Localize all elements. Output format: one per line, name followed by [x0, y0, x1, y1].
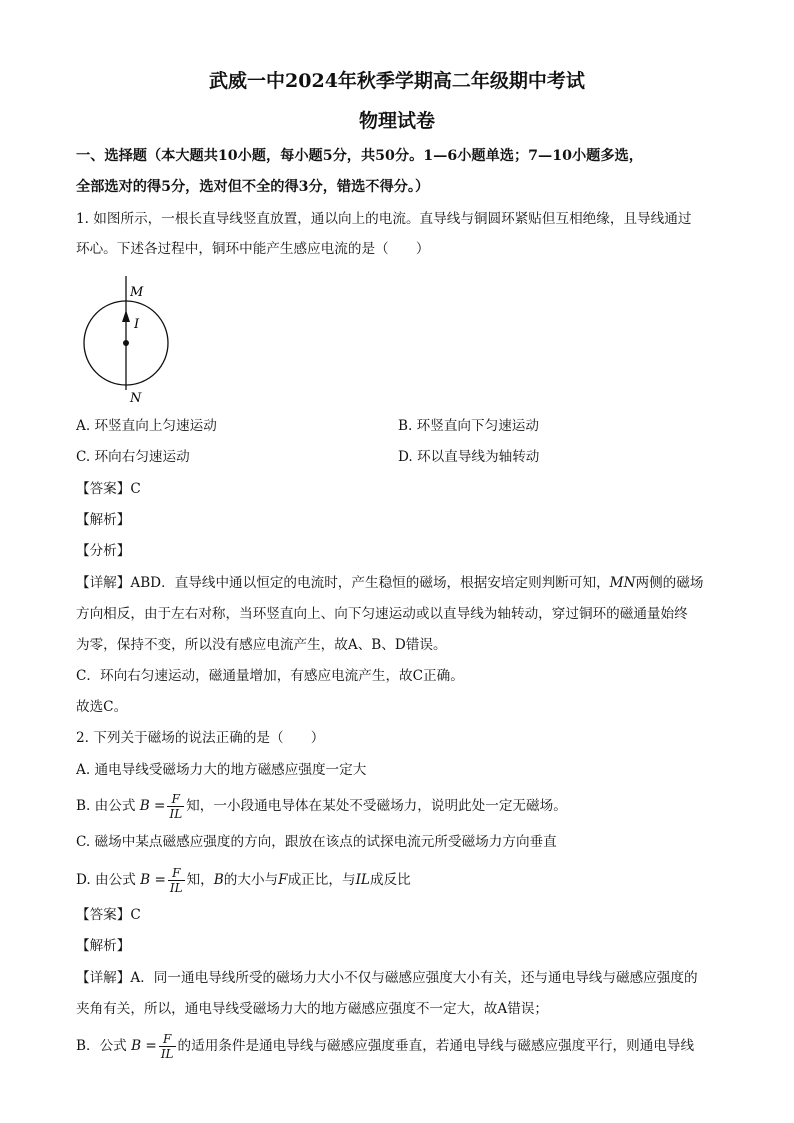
q2-detail-line3	[76, 1032, 726, 1061]
formula-numerator: F	[168, 866, 185, 881]
ring-wire-figure	[78, 272, 178, 404]
q1-analysis-label: 【解析】	[76, 512, 131, 528]
q2-option-d-pre: D. 由公式	[76, 872, 136, 888]
q2-detail-line3-post: 的适用条件是通电导线与磁感应强度垂直，若通电导线与磁感应强度平行，则通电导线	[177, 1038, 695, 1054]
q1-option-a: A. 环竖直向上匀速运动	[76, 418, 217, 434]
section-heading-line1: 一、选择题（本大题共10小题，每小题5分，共50分。1—6小题单选；7—10小题多选，	[76, 148, 643, 164]
formula-fraction	[168, 866, 185, 895]
formula-denominator: IL	[169, 881, 183, 895]
q1-option-d: D. 环以直导线为轴转动	[398, 449, 540, 465]
formula-lhs: B =	[140, 872, 166, 888]
q1-answer: 【答案】C	[76, 481, 141, 497]
q1-detail-line1	[76, 573, 726, 593]
formula-fraction	[159, 1032, 176, 1061]
q2-option-d-post: 知，	[186, 872, 214, 888]
q2-option-d	[76, 866, 726, 895]
q2-option-b	[76, 792, 726, 821]
q1-detail-line4: C．环向右匀速运动，磁通量增加，有感应电流产生，故C正确。	[76, 668, 464, 684]
formula-denominator: IL	[160, 1047, 174, 1061]
ring-center-dot	[123, 340, 129, 346]
exam-title: 武威一中2024年秋季学期高二年级期中考试	[209, 70, 585, 92]
formula-numerator: F	[159, 1032, 176, 1047]
symbol-b: B	[213, 872, 224, 888]
q1-option-c: C. 环向右匀速运动	[76, 449, 190, 465]
q2-detail-line1: 【详解】A．同一通电导线所受的磁场力大小不仅与磁感应强度大小有关，还与通电导线与磁感应强度的	[76, 970, 698, 986]
q2-option-d-mid2: 成正比，与	[287, 872, 356, 888]
q2-option-b-pre: B. 由公式	[76, 798, 136, 814]
symbol-f: F	[278, 872, 288, 888]
formula-denominator: IL	[169, 807, 183, 821]
q2-option-a: A. 通电导线受磁场力大的地方磁感应强度一定大	[76, 762, 367, 778]
symbol-il: IL	[355, 872, 370, 888]
label-i: I	[134, 317, 140, 332]
q2-detail-line3-pre: B．公式	[76, 1038, 127, 1054]
q2-option-b-post: 知，一小段通电导体在某处不受磁场力，说明此处一定无磁场。	[186, 798, 567, 814]
q1-fenxi-label: 【分析】	[76, 543, 131, 559]
q2-option-c: C. 磁场中某点磁感应强度的方向，跟放在该点的试探电流元所受磁场力方向垂直	[76, 834, 557, 850]
q1-detail-line3: 为零，保持不变，所以没有感应电流产生，故A、B、D错误。	[76, 637, 447, 653]
q2-answer: 【答案】C	[76, 907, 141, 923]
q1-detail-line1-pre: 【详解】ABD．直导线中通以恒定的电流时，产生稳恒的磁场，根据安培定则判断可知，	[76, 575, 610, 591]
label-m: M	[130, 285, 144, 300]
current-arrow-icon	[122, 310, 130, 322]
q1-stem-line1: 1. 如图所示，一根长直导线竖直放置，通以向上的电流。直导线与铜圆环紧贴但互相绝缘，且导线通过	[76, 211, 692, 227]
formula-numerator: F	[167, 792, 184, 807]
formula-lhs: B =	[131, 1038, 157, 1054]
q1-detail-line1-post: 两侧的磁场	[635, 575, 704, 591]
q1-detail-mn: MN	[609, 575, 636, 591]
q1-detail-line2: 方向相反，由于左右对称，当环竖直向上、向下匀速运动或以直导线为轴转动，穿过铜环的磁通量始终	[76, 606, 688, 622]
q1-option-b: B. 环竖直向下匀速运动	[398, 418, 539, 434]
q2-analysis-label: 【解析】	[76, 938, 131, 954]
q2-option-d-end: 成反比	[369, 872, 411, 888]
formula-fraction	[167, 792, 184, 821]
q2-detail-line2: 夹角有关，所以，通电导线受磁场力大的地方磁感应强度不一定大，故A错误；	[76, 1001, 549, 1017]
label-n: N	[130, 391, 142, 404]
q2-stem: 2. 下列关于磁场的说法正确的是（ ）	[76, 730, 325, 746]
q2-option-d-mid1: 的大小与	[223, 872, 279, 888]
q1-conclusion: 故选C。	[76, 699, 128, 715]
exam-subtitle: 物理试卷	[358, 110, 435, 132]
formula-lhs: B =	[139, 798, 166, 814]
section-heading-line2: 全部选对的得5分，选对但不全的得3分，错选不得分。）	[76, 179, 430, 195]
q1-stem-line2: 环心。下述各过程中，铜环中能产生感应电流的是（ ）	[76, 241, 430, 257]
